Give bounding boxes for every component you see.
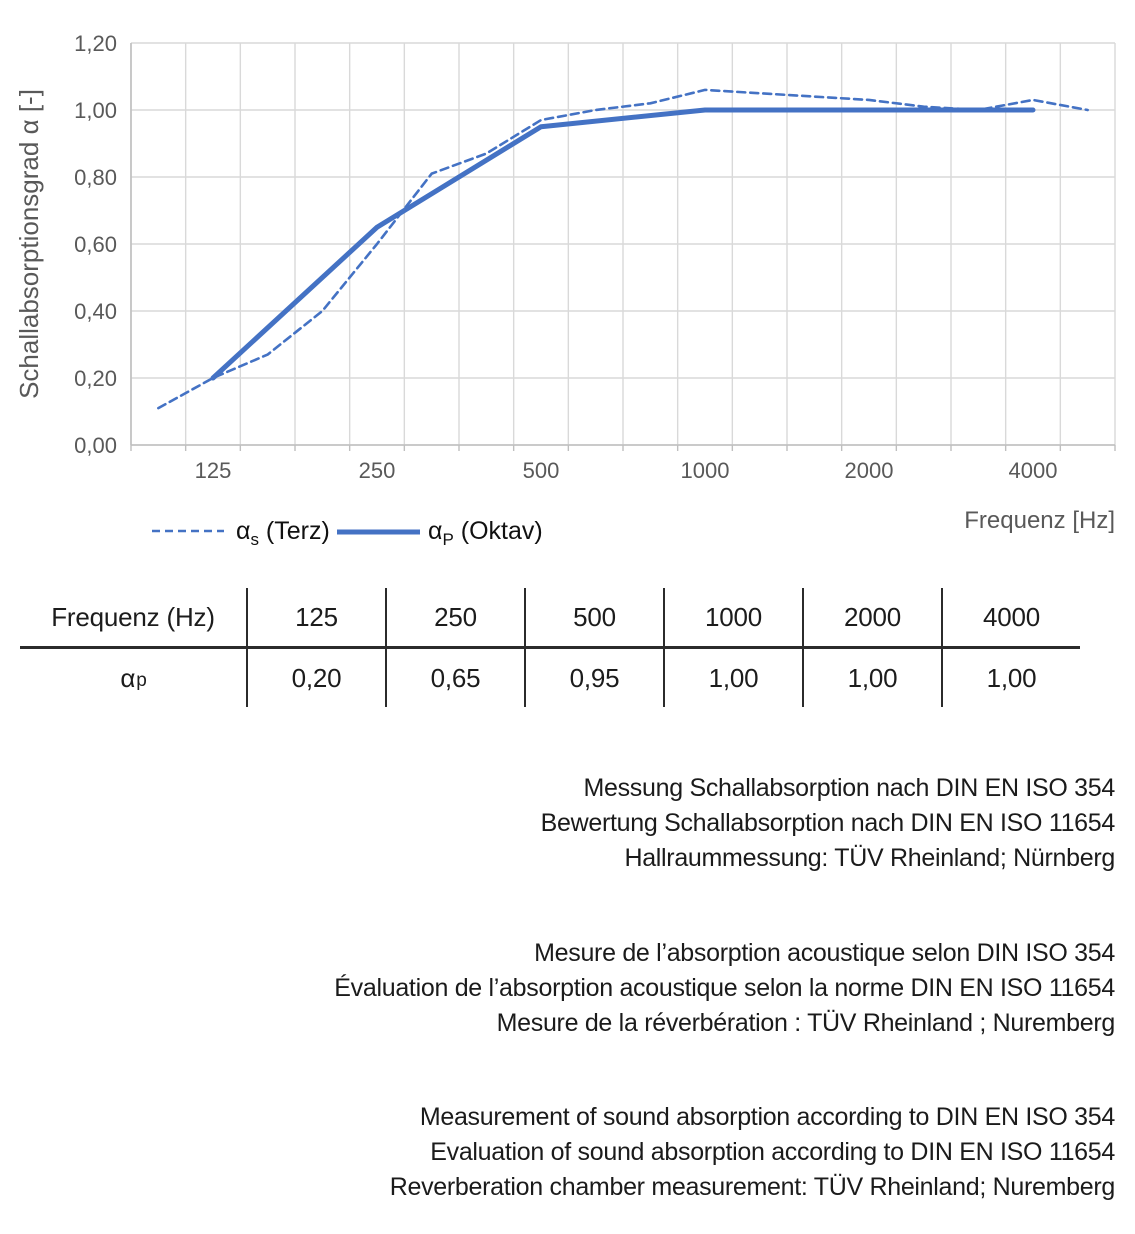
table-value-4000: 1,00 — [941, 649, 1080, 707]
legend-label-terz: $\alpha_s$ (Terz) — [236, 517, 330, 549]
table-header-frequency: Frequenz (Hz) — [20, 588, 246, 649]
caption-german — [20, 771, 1115, 876]
x-tick-label: 4000 — [1008, 458, 1058, 483]
table-header-4000: 4000 — [941, 588, 1080, 649]
y-tick-label: 0,40 — [74, 299, 117, 324]
x-axis-title: Frequenz [Hz] — [964, 507, 1115, 534]
y-tick-label: 0,60 — [74, 232, 117, 257]
table-header-500: 500 — [524, 588, 663, 649]
caption-german-line-1: Messung Schallabsorption nach DIN EN ISO 354 — [583, 774, 1115, 802]
caption-french-line-3: Mesure de la réverbération : TÜV Rheinland ; Nuremberg — [496, 1009, 1115, 1037]
chart-legend — [152, 517, 543, 549]
y-tick-label: 0,20 — [74, 366, 117, 391]
x-tick-label: 2000 — [844, 458, 894, 483]
chart-gridlines — [131, 43, 1115, 445]
absorption-chart-svg — [0, 0, 1135, 560]
caption-english — [20, 1100, 1115, 1205]
table-value-500: 0,95 — [524, 649, 663, 707]
sound-absorption-chart — [0, 0, 1135, 560]
caption-french-line-2: Évaluation de l’absorption acoustique selon la norme DIN EN ISO 11654 — [334, 974, 1115, 1002]
table-header-125: 125 — [246, 588, 385, 649]
table-row-label-alpha-p: α $_p$ — [120, 662, 147, 693]
legend-label-oktav: $\alpha_P$ (Oktav) — [428, 517, 543, 549]
caption-english-line-2: Evaluation of sound absorption according to DIN EN ISO 11654 — [430, 1138, 1115, 1166]
y-tick-label: 1,00 — [74, 98, 117, 123]
table-value-1000: 1,00 — [663, 649, 802, 707]
table-header-1000: 1000 — [663, 588, 802, 649]
y-tick-label: 0,00 — [74, 433, 117, 458]
caption-english-line-1: Measurement of sound absorption according to DIN EN ISO 354 — [419, 1103, 1115, 1131]
x-tick-label: 125 — [194, 458, 232, 483]
x-tick-label: 1000 — [680, 458, 730, 483]
chart-tick-labels — [74, 31, 1057, 483]
x-tick-label: 500 — [522, 458, 560, 483]
y-tick-label: 0,80 — [74, 165, 117, 190]
y-tick-label: 1,20 — [74, 31, 117, 56]
y-axis-title: Schallabsorptionsgrad α [-] — [14, 89, 44, 399]
table-value-125: 0,20 — [246, 649, 385, 707]
caption-german-line-3: Hallraummessung: TÜV Rheinland; Nürnberg — [624, 844, 1115, 872]
caption-german-line-2: Bewertung Schallabsorption nach DIN EN ISO 11654 — [540, 809, 1115, 837]
caption-french — [20, 936, 1115, 1041]
alpha-p-table — [20, 588, 1080, 707]
caption-english-line-3: Reverberation chamber measurement: TÜV Rheinland; Nuremberg — [389, 1173, 1115, 1201]
caption-french-line-1: Mesure de l’absorption acoustique selon DIN ISO 354 — [534, 939, 1115, 967]
table-header-250: 250 — [385, 588, 524, 649]
table-value-2000: 1,00 — [802, 649, 941, 707]
x-tick-label: 250 — [358, 458, 396, 483]
table-value-250: 0,65 — [385, 649, 524, 707]
table-header-2000: 2000 — [802, 588, 941, 649]
